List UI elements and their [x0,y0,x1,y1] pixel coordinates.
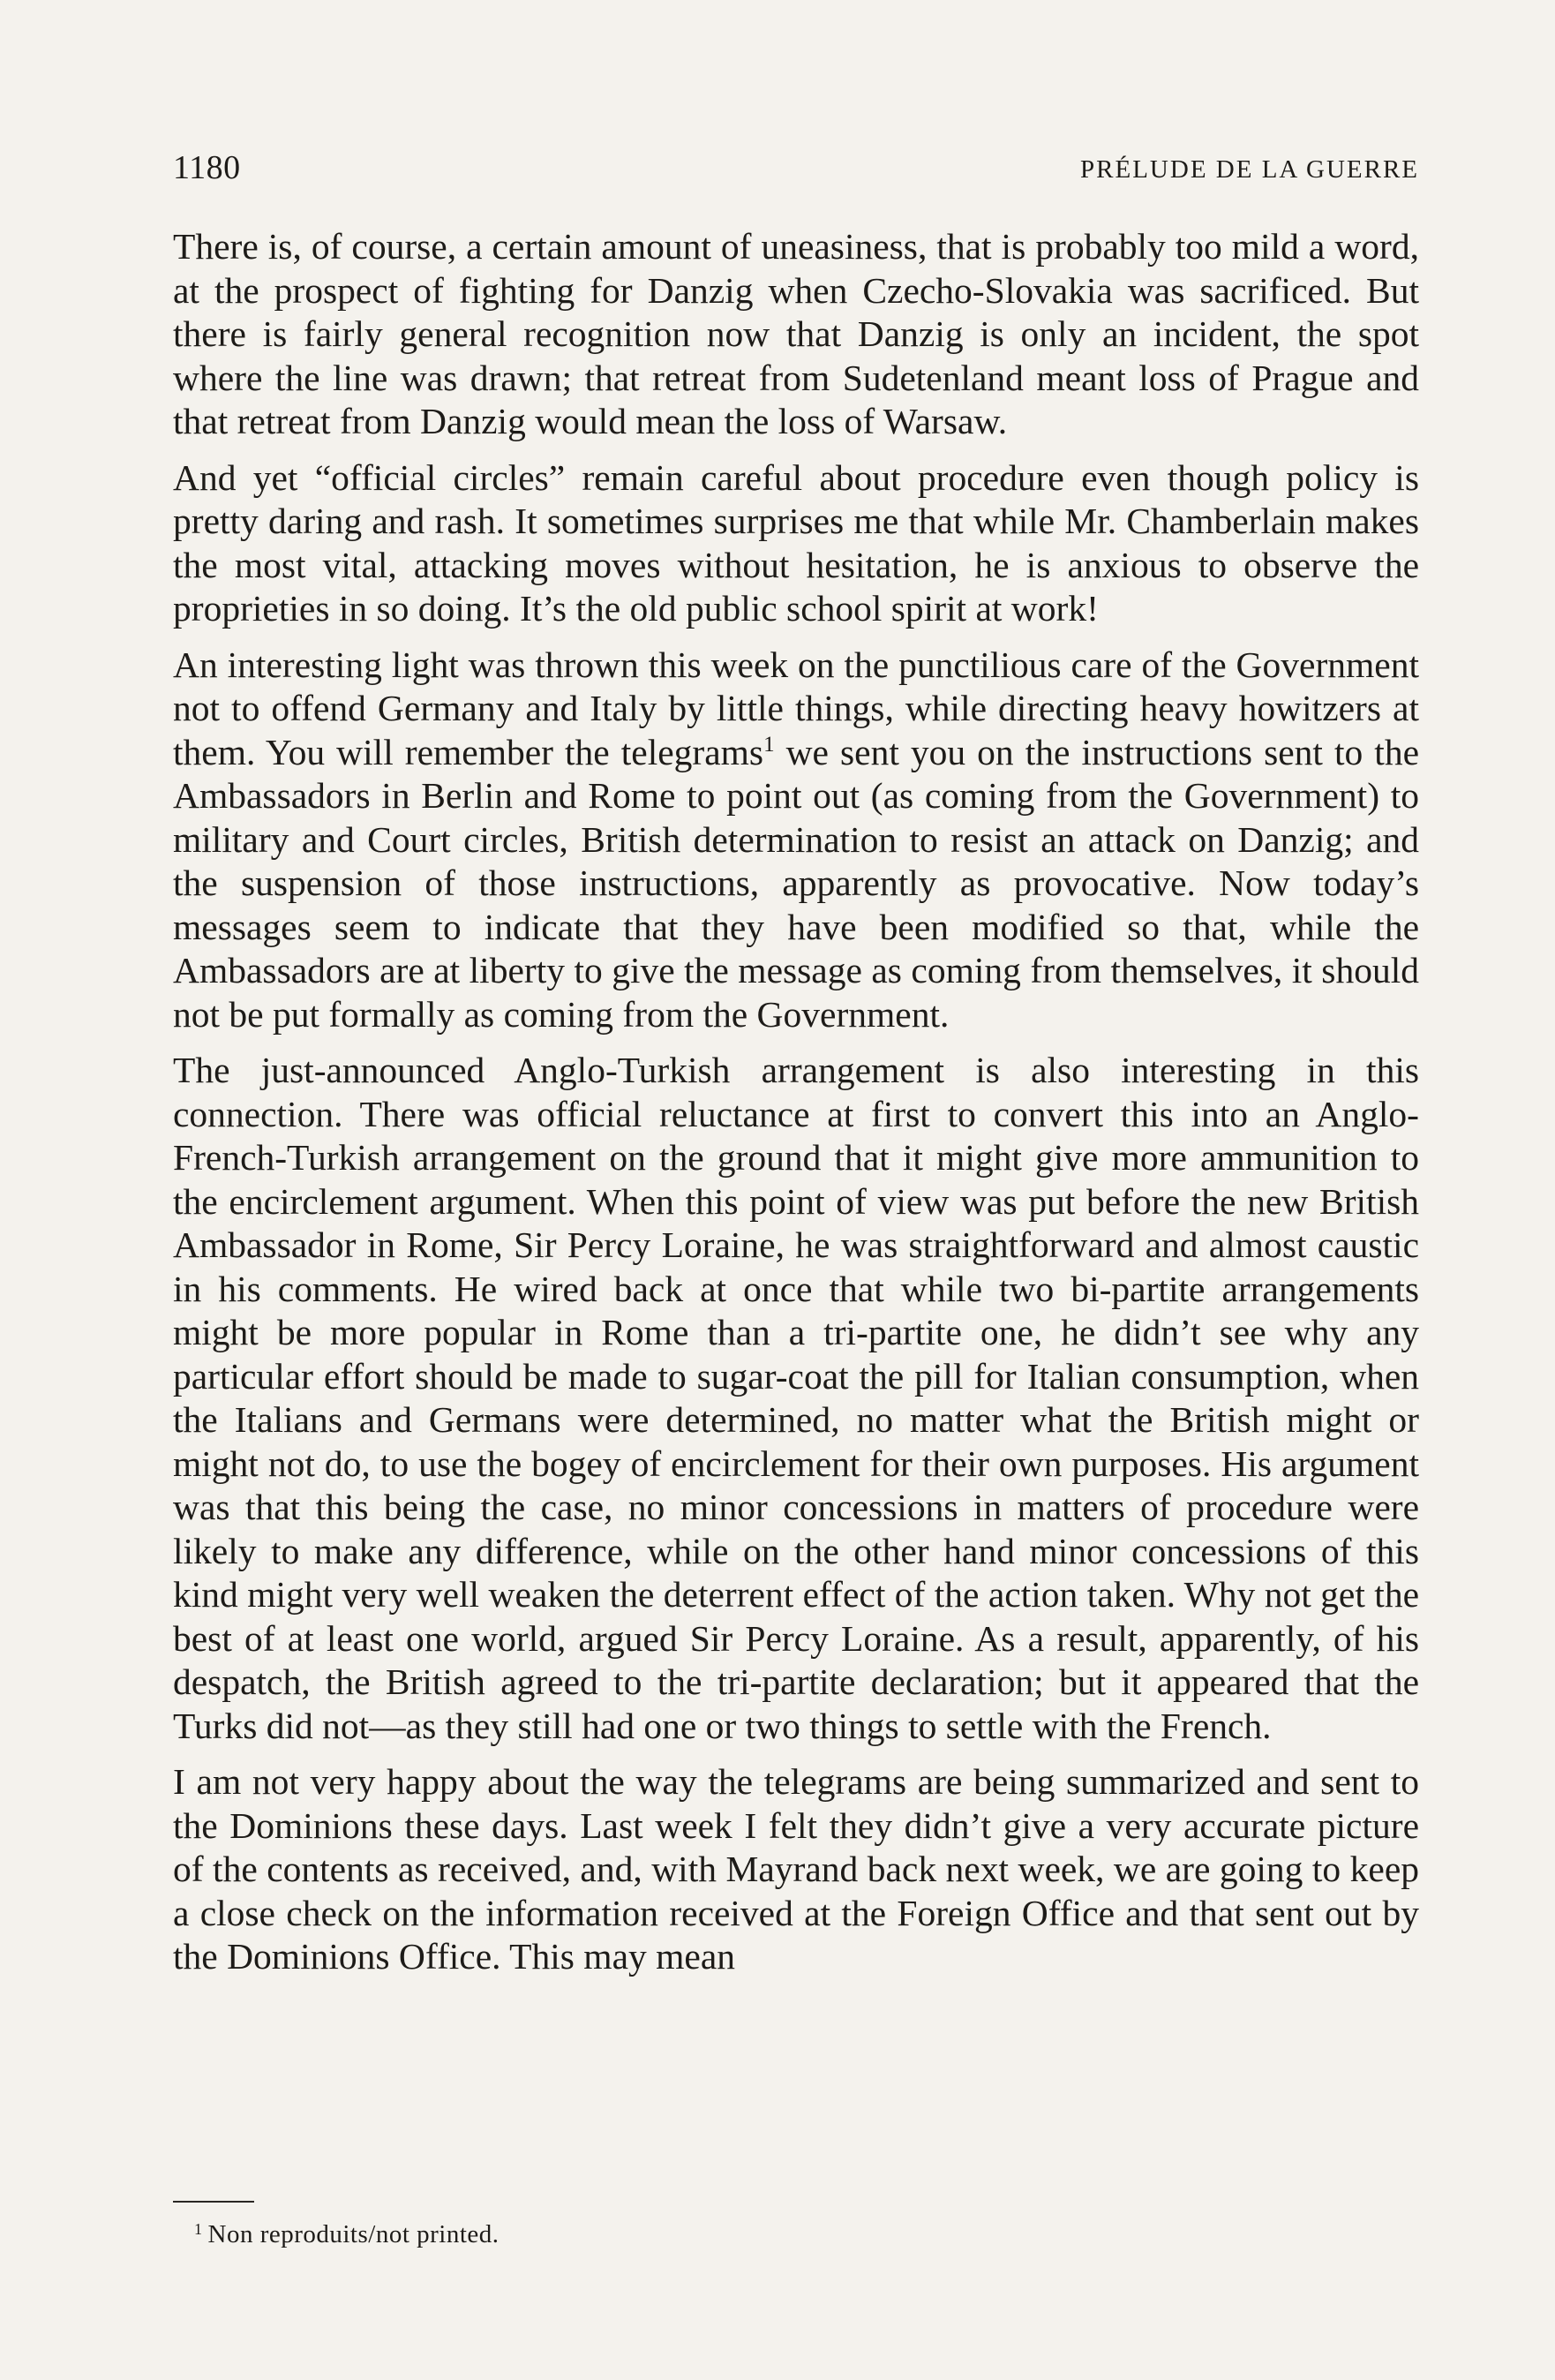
body-text [173,225,1419,1979]
footnote-reference-1: 1 [763,732,775,757]
paragraph-2: And yet “official circles” remain careful about procedure even though policy is pretty daring and rash. It sometimes surprises me that while Mr. Chamberlain makes the most vital, attacking moves without hesitation, he is anxious to observe the proprieties in so doing. It’s the old public school spirit at work! [173,456,1419,629]
running-title: PRÉLUDE DE LA GUERRE [1080,155,1419,184]
running-head [173,147,1419,189]
paragraph-3-text-after-note: we sent you on the instructions sent to the Ambassadors in Berlin and Rome to point out (as coming from the Government) to military and Court circles, British determination to resist an attack on Danzig; and the suspension of those instructions, apparently as provocative. Now today’s messages seem to indicate that they have been modified so that, while the Ambassadors are at liberty to give the message as coming from themselves, it should not be put formally as coming from the Government. [173,731,1419,1035]
footnote-mark: 1 [194,2220,203,2238]
paragraph-3 [173,644,1419,1037]
paragraph-4: The just-announced Anglo-Turkish arrangement is also interesting in this connection. There was official reluctance at first to convert this into an Anglo-French-Turkish arrangement on the ground that it might give more ammunition to the encirclement argument. When this point of view was put before the new British Ambassador in Rome, Sir Percy Loraine, he was straightforward and almost caustic in his comments. He wired back at once that while two bi-partite arrangements might be more popular in Rome than a tri-partite one, he didn’t see why any particular effort should be made to sugar-coat the pill for Italian consumption, when the Italians and Germans were determined, no matter what the British might or might not do, to use the bogey of encirclement for their own purposes. His argument was that this being the case, no minor concessions in matters of procedure were likely to make any difference, while on the other hand minor concessions of this kind might very well weaken the deterrent effect of the action taken. Why not get the best of at least one world, argued Sir Percy Loraine. As a result, apparently, of his despatch, the British agreed to the tri-partite declaration; but it appeared that the Turks did not—as they still had one or two things to settle with the French. [173,1050,1419,1746]
paragraph-1: There is, of course, a certain amount of uneasiness, that is probably too mild a word, at the prospect of fighting for Danzig when Czecho-Slovakia was sacrificed. But there is fairly general recognition now that Danzig is only an incident, the spot where the line was drawn; that retreat from Sudetenland meant loss of Prague and that retreat from Danzig would mean the loss of Warsaw. [173,226,1419,441]
footnote-divider [173,2201,254,2203]
paragraph-3-text-before-note: An interesting light was thrown this week on the punctilious care of the Government not to offend Germany and Italy by little things, while directing heavy howitzers at them. You will remember the telegrams [173,644,1419,772]
paragraph-5: I am not very happy about the way the telegrams are being summarized and sent to the Dominions these days. Last week I felt they didn’t give a very accurate picture of the contents as received, and, with Mayrand back next week, we are going to keep a close check on the information received at the Foreign Office and that sent out by the Dominions Office. This may mean [173,1761,1419,1977]
page-number: 1180 [173,149,241,186]
footnote-text: Non reproduits/not printed. [207,2220,500,2248]
footnote-1 [194,2218,500,2250]
